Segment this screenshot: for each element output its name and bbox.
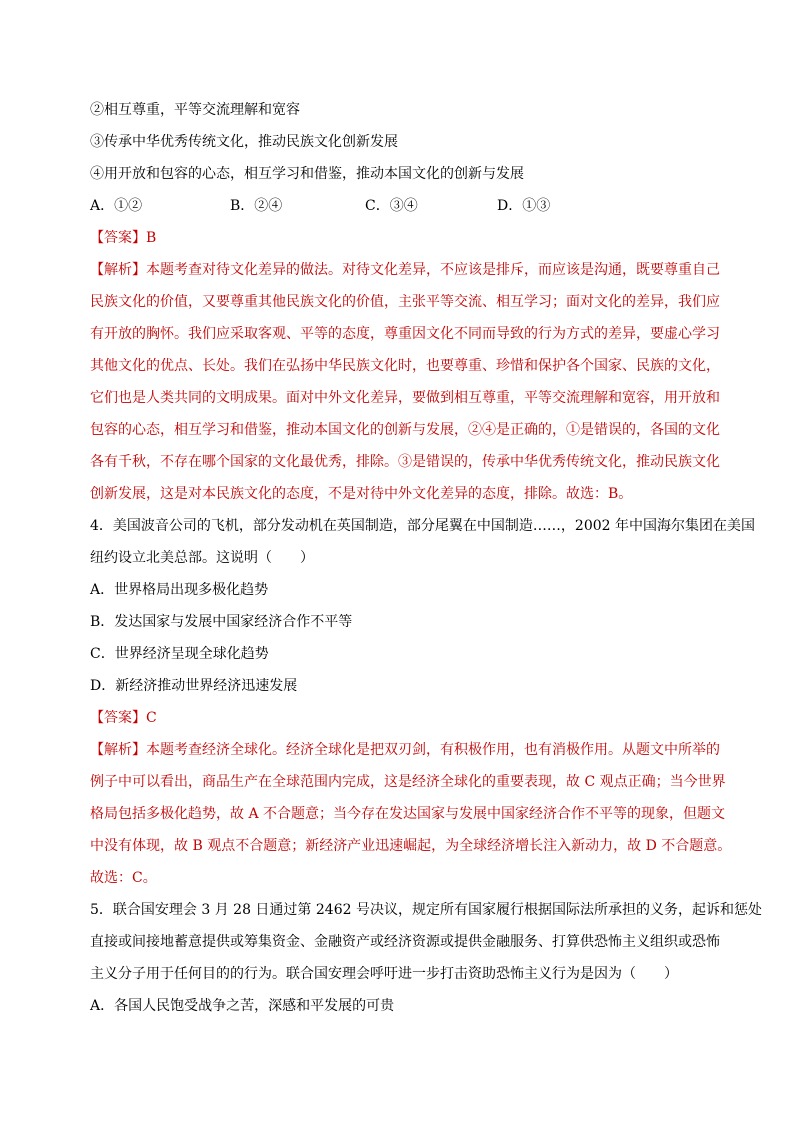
q3-analysis-line-7: 各有千秋，不存在哪个国家的文化最优秀，排除。③是错误的，传承中华优秀传统文化，推动民族文化 (90, 454, 720, 470)
q3-option-a: A．①② (90, 198, 143, 214)
q5-stem-line-2: 直接或间接地蓄意提供或筹集资金、金融资产或经济资源或提供金融服务、打算供恐怖主义组织或恐怖 (90, 934, 720, 950)
q3-analysis-line-6: 包容的心态，相互学习和借鉴，推动本国文化的创新与发展，②④是正确的，①是错误的，各国的文化 (90, 422, 720, 438)
q4-analysis-line-3: 格局包括多极化趋势，故 A 不合题意；当今存在发达国家与发展中国家经济合作不平等的现象，但题文 (90, 806, 726, 822)
q3-item-2: ②相互尊重，平等交流理解和宽容 (90, 102, 300, 118)
q5-stem-line-1: 5．联合国安理会 3 月 28 日通过第 2462 号决议，规定所有国家履行根据国际法所承担的义务，起诉和惩处 (90, 902, 762, 918)
q4-analysis-line-5: 故选：C。 (90, 870, 157, 886)
q3-analysis-line-8: 创新发展，这是对本民族文化的态度，不是对待中外文化差异的态度，排除。故选：B。 (90, 486, 633, 502)
answer-label: 【答案】 (90, 230, 146, 246)
analysis-text: 本题考查经济全球化。经济全球化是把双刃剑，有积极作用，也有消极作用。从题文中所举的 (146, 742, 720, 758)
q4-analysis-line-4: 中没有体现，故 B 观点不合题意；新经济产业迅速崛起，为全球经济增长注入新动力，故 D 不合题意。 (90, 838, 732, 854)
q3-answer (90, 228, 156, 248)
analysis-label: 【解析】 (90, 262, 146, 278)
q3-analysis-line-2: 民族文化的价值，又要尊重其他民族文化的价值，主张平等交流、相互学习；面对文化的差异，我们应 (90, 294, 720, 310)
answer-value: B (146, 230, 157, 246)
q3-analysis-line-1 (90, 260, 720, 280)
q4-stem-line-2: 纽约设立北美总部。这说明（ ） (90, 550, 314, 566)
q5-option-a: A．各国人民饱受战争之苦，深感和平发展的可贵 (90, 998, 395, 1014)
analysis-text: 本题考查对待文化差异的做法。对待文化差异，不应该是排斥，而应该是沟通，既要尊重自己 (146, 262, 720, 278)
q4-stem-line-1: 4．美国波音公司的飞机，部分发动机在英国制造，部分尾翼在中国制造……，2002 年中国海尔集团在美国 (90, 518, 755, 534)
q4-analysis-line-2: 例子中可以看出，商品生产在全球范围内完成，这是经济全球化的重要表现，故 C 观点正确；当今世界 (90, 774, 726, 790)
q4-option-b: B．发达国家与发展中国家经济合作不平等 (90, 614, 353, 630)
q3-item-3: ③传承中华优秀传统文化，推动民族文化创新发展 (90, 134, 398, 150)
q3-item-4: ④用开放和包容的心态，相互学习和借鉴，推动本国文化的创新与发展 (90, 166, 524, 182)
q4-option-a: A．世界格局出现多极化趋势 (90, 582, 269, 598)
q3-option-d: D．①③ (497, 198, 551, 214)
q3-option-b: B．②④ (230, 198, 283, 214)
q4-option-c: C．世界经济呈现全球化趋势 (90, 646, 269, 662)
q3-analysis-line-4: 其他文化的优点、长处。我们在弘扬中华民族文化时，也要尊重、珍惜和保护各个国家、民族的文化， (90, 358, 720, 374)
analysis-label: 【解析】 (90, 742, 146, 758)
answer-label: 【答案】 (90, 710, 146, 726)
q4-answer (90, 708, 157, 728)
answer-value: C (146, 710, 157, 726)
q3-analysis-line-5: 它们也是人类共同的文明成果。面对中外文化差异，要做到相互尊重，平等交流理解和宽容，用开放和 (90, 390, 720, 406)
q4-option-d: D．新经济推动世界经济迅速发展 (90, 678, 298, 694)
q3-option-c: C．③④ (365, 198, 418, 214)
q3-analysis-line-3: 有开放的胸怀。我们应采取客观、平等的态度，尊重因文化不同而导致的行为方式的差异，要虚心学习 (90, 326, 720, 342)
q4-analysis-line-1 (90, 740, 720, 760)
q5-stem-line-3: 主义分子用于任何目的的行为。联合国安理会呼吁进一步打击资助恐怖主义行为是因为（ ） (90, 966, 678, 982)
